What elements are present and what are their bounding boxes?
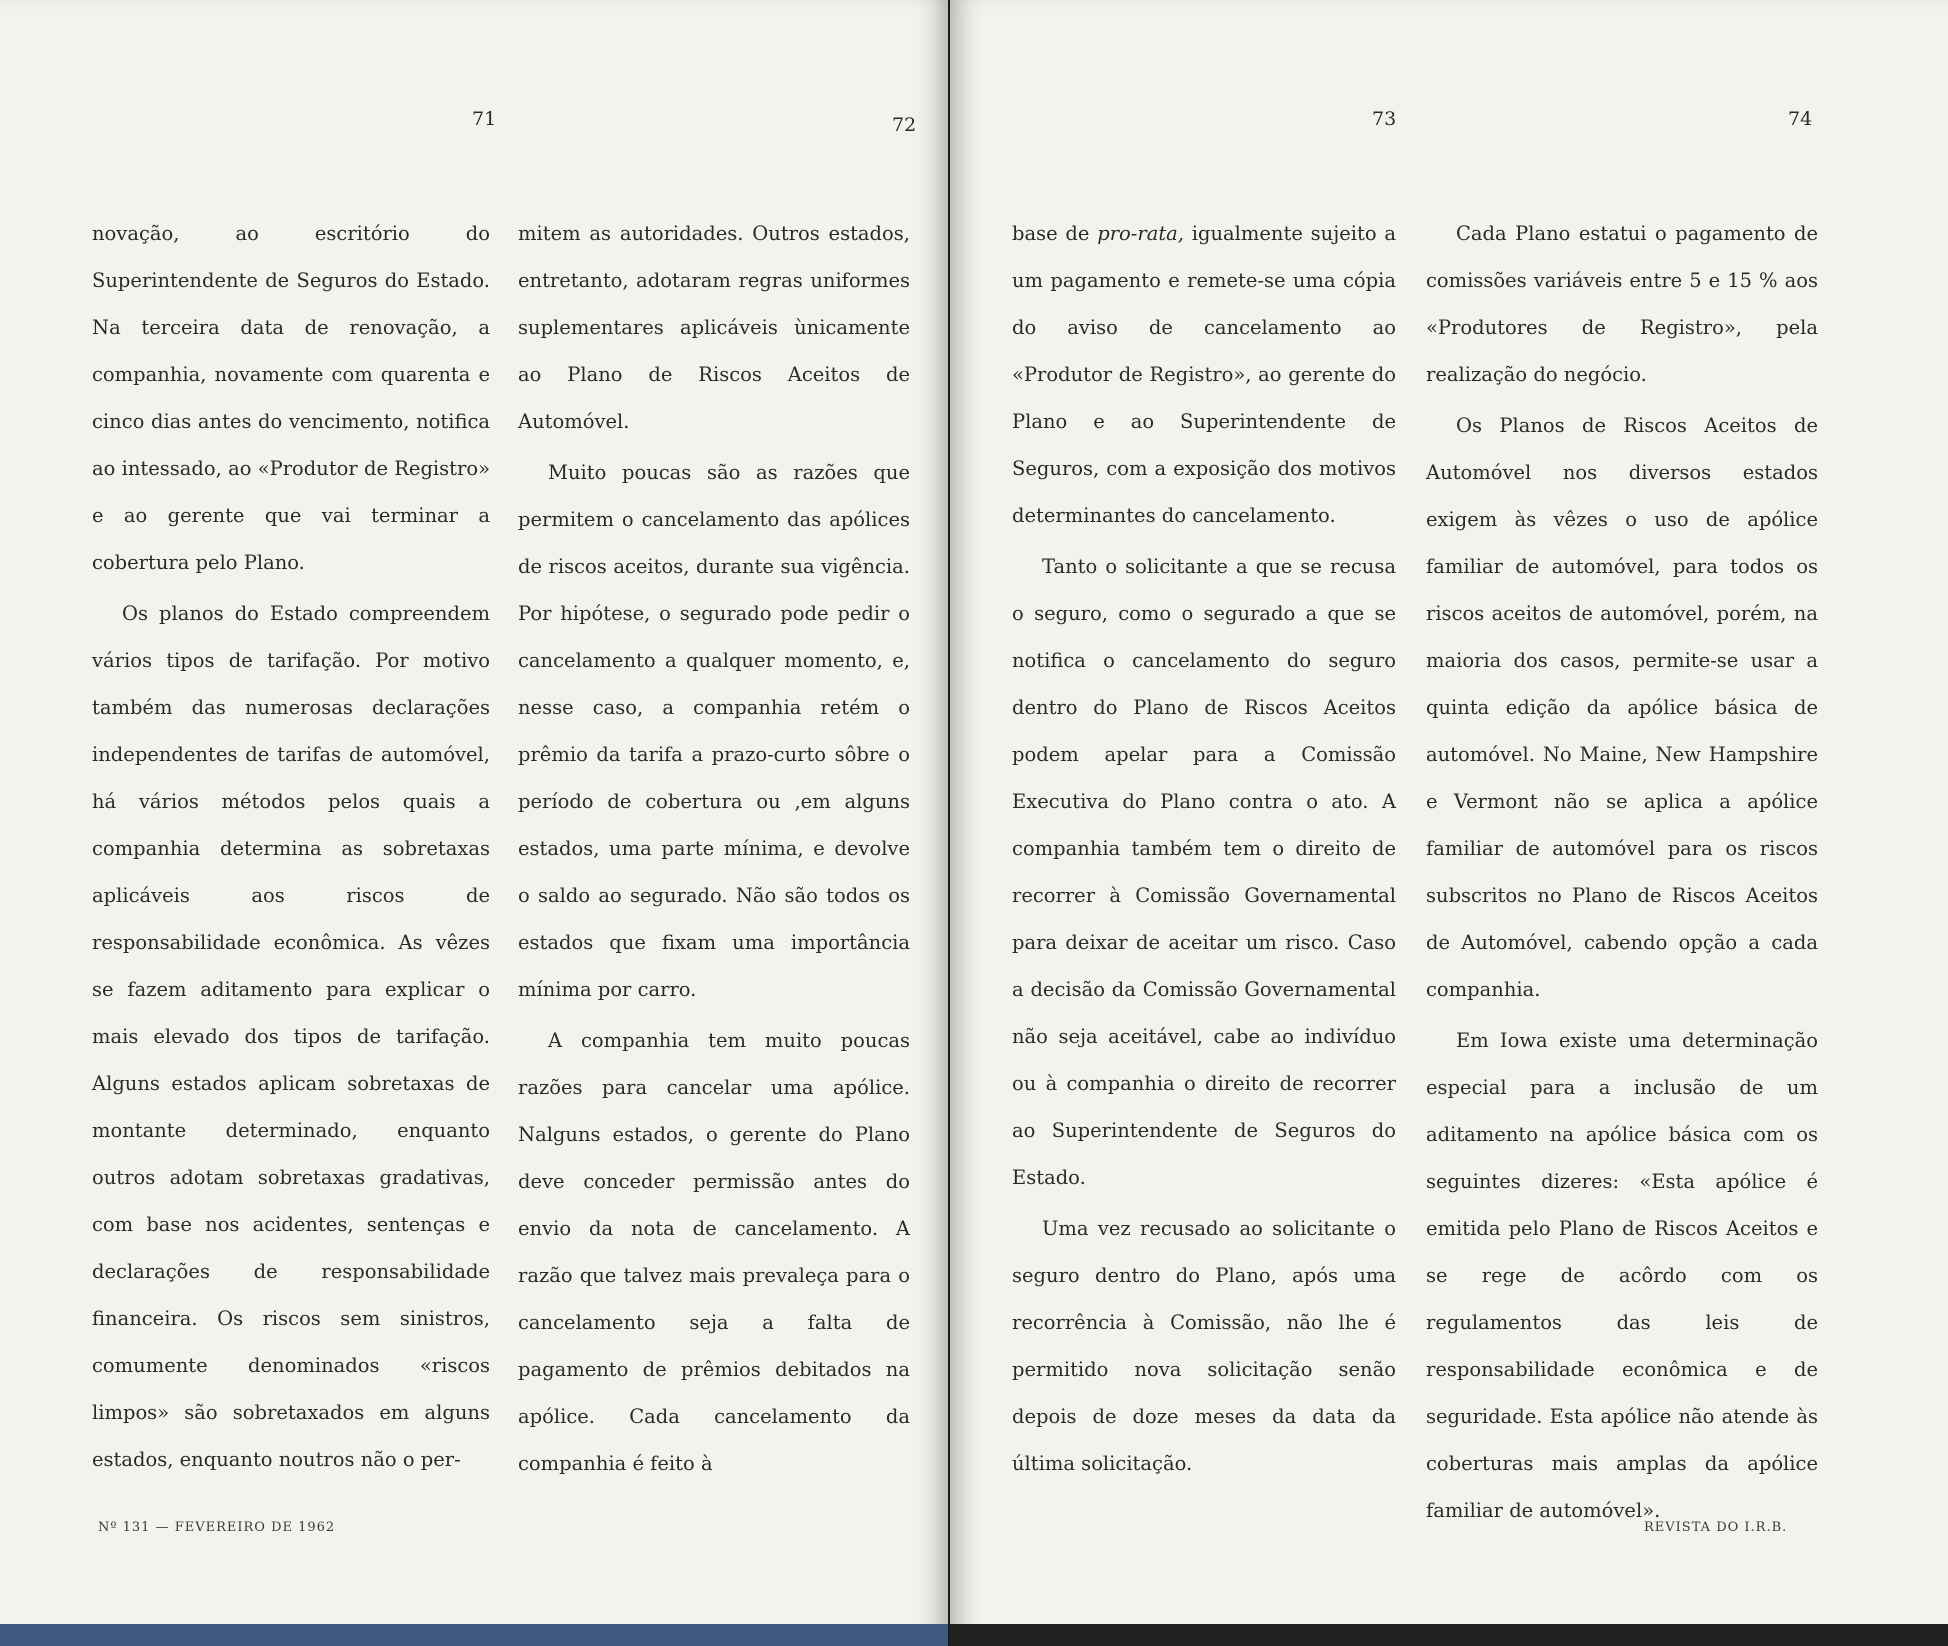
paragraph: mitem as autoridades. Outros estados, entretanto, adotaram regras uniformes suplementares aplicáveis ùnicamente ao Plano de Riscos Aceitos de Automóvel. [518, 222, 910, 433]
paragraph-prefix: base de [1012, 222, 1098, 245]
paragraph: Os planos do Estado compreendem vários tipos de tarifação. Por motivo também das numerosas declarações independentes de tarifas de automóvel, há vários métodos pelos quais a companhia determina as sobretaxas aplicáveis aos riscos de responsabilidade econômica. As vêzes se fazem aditamento para explicar o mais elevado dos tipos de tarifação. Alguns estados aplicam sobretaxas de montante determinado, enquanto outros adotam sobretaxas gradativas, com base nos acidentes, sentenças e declarações de responsabilidade financeira. Os riscos sem sinistros, comumente denominados «riscos limpos» são sobretaxados em alguns estados, enquanto noutros não o per- [92, 602, 490, 1471]
paragraph [1012, 210, 1396, 539]
page-footer: Nº 131 — FEVEREIRO DE 1962 [98, 1520, 336, 1535]
page-number: 73 [1372, 108, 1397, 130]
page-71 [0, 0, 500, 1646]
page-73 [950, 0, 1410, 1646]
text-column [92, 210, 490, 1487]
italic-term: pro-rata, [1097, 222, 1184, 245]
paragraph: novação, ao escritório do Superintendente de Seguros do Estado. Na terceira data de renovação, a companhia, novamente com quarenta e cinco dias antes do vencimento, notifica ao intessado, ao «Produtor de Registro» e ao gerente que vai terminar a cobertura pelo Plano. [92, 222, 490, 574]
text-column [518, 210, 910, 1491]
paragraph: Uma vez recusado ao solicitante o seguro dentro do Plano, após uma recorrência à Comissão, não lhe é permitido nova solicitação senão depois de doze meses da data da última solicitação. [1012, 1217, 1396, 1475]
paragraph: Os Planos de Riscos Aceitos de Automóvel nos diversos estados exigem às vêzes o uso de apólice familiar de automóvel, para todos os riscos aceitos de automóvel, porém, na maioria dos casos, permite-se usar a quinta edição da apólice básica de automóvel. No Maine, New Hampshire e Vermont não se aplica a apólice familiar de automóvel para os riscos subscritos no Plano de Riscos Aceitos de Automóvel, cabendo opção a cada companhia. [1426, 414, 1818, 1001]
paragraph: Tanto o solicitante a que se recusa o seguro, como o segurado a que se notifica o cancelamento do seguro dentro do Plano de Riscos Aceitos podem apelar para a Comissão Executiva do Plano contra o ato. A companhia também tem o direito de recorrer à Comissão Governamental para deixar de aceitar um risco. Caso a decisão da Comissão Governamental não seja aceitável, cabe ao indivíduo ou à companhia o direito de recorrer ao Superintendente de Seguros do Estado. [1012, 555, 1396, 1189]
page-number: 74 [1788, 108, 1813, 130]
paragraph: Em Iowa existe uma determinação especial para a inclusão de um aditamento na apólice básica com os seguintes dizeres: «Esta apólice é emitida pelo Plano de Riscos Aceitos e se rege de acôrdo com os regulamentos das leis de responsabilidade econômica e de seguridade. Esta apólice não atende às coberturas mais amplas da apólice familiar de automóvel». [1426, 1029, 1818, 1522]
page-number: 72 [892, 114, 917, 136]
paragraph-text: igualmente sujeito a um pagamento e remete-se uma cópia do aviso de cancelamento ao «Produtor de Registro», ao gerente do Plano e ao Superintendente de Seguros, com a exposição dos motivos determinantes do cancelamento. [1012, 222, 1397, 527]
page-74 [1410, 0, 1948, 1646]
paragraph: Cada Plano estatui o pagamento de comissões variáveis entre 5 e 15 % aos «Produtores de Registro», pela realização do negócio. [1426, 222, 1818, 386]
paragraph: Muito poucas são as razões que permitem o cancelamento das apólices de riscos aceitos, durante sua vigência. Por hipótese, o segurado pode pedir o cancelamento a qualquer momento, e, nesse caso, a companhia retém o prêmio da tarifa a prazo-curto sôbre o período de cobertura ou ,em alguns estados, uma parte mínima, e devolve o saldo ao segurado. Não são todos os estados que fixam uma importância mínima por carro. [518, 461, 910, 1001]
page-number: 71 [472, 108, 497, 130]
page-72 [500, 0, 948, 1646]
text-column [1012, 210, 1396, 1491]
paragraph: A companhia tem muito poucas razões para cancelar uma apólice. Nalguns estados, o gerente do Plano deve conceder permissão antes do envio da nota de cancelamento. A razão que talvez mais prevaleça para o cancelamento seja a falta de pagamento de prêmios debitados na apólice. Cada cancelamento da companhia é feito à [518, 1029, 910, 1475]
text-column [1426, 210, 1818, 1538]
page-footer: REVISTA DO I.R.B. [1644, 1520, 1788, 1535]
